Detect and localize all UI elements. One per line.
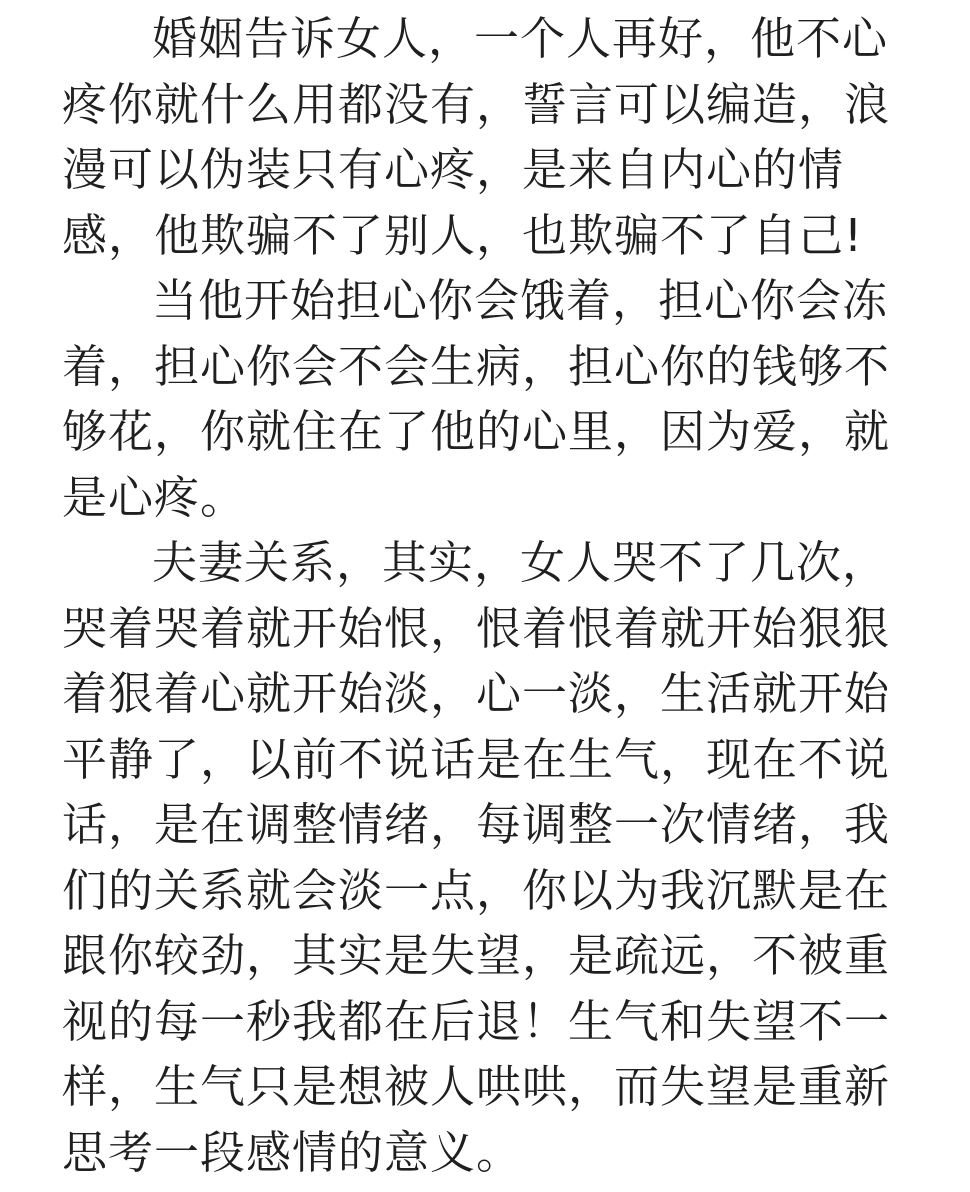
paragraph-3-line-6: 们的关系就会淡一点，你以为我沉默是在 xyxy=(62,863,891,917)
paragraph-3-line-10: 思考一段感情的意义。 xyxy=(62,1125,523,1179)
paragraph-1-line-2: 疼你就什么用都没有，誓言可以编造，浪 xyxy=(62,77,891,131)
paragraph-3-line-2: 哭着哭着就开始恨，恨着恨着就开始狠狠 xyxy=(62,601,891,655)
paragraph-3-line-1: 夫妻关系，其实，女人哭不了几次， xyxy=(152,536,889,589)
paragraph-3-line-9: 样，生气只是想被人哄哄，而失望是重新 xyxy=(62,1060,891,1113)
paragraph-1-line-4: 感，他欺骗不了别人，也欺骗不了自己! xyxy=(62,208,864,262)
paragraph-2-line-2: 着，担心你会不会生病，担心你的钱够不 xyxy=(62,339,891,393)
paragraph-2-line-4: 是心疼。 xyxy=(62,470,247,524)
essay-text xyxy=(62,6,912,1185)
paragraph-3-line-3: 着狠着心就开始淡，心一淡，生活就开始 xyxy=(62,667,891,720)
paragraph-1-line-1: 婚姻告诉女人，一个人再好，他不心 xyxy=(152,12,889,65)
paragraph-3-line-7: 跟你较劲，其实是失望，是疏远，不被重 xyxy=(62,929,891,982)
paragraph-2-line-3: 够花，你就住在了他的心里，因为爱，就 xyxy=(62,405,891,458)
paragraph-3-line-4: 平静了，以前不说话是在生气，现在不说 xyxy=(62,732,891,786)
paragraph-2-line-1: 当他开始担心你会饿着，担心你会冻 xyxy=(152,274,889,327)
paragraph-3-line-8: 视的每一秒我都在后退！生气和失望不一 xyxy=(62,994,891,1048)
paragraph-1-line-3: 漫可以伪装只有心疼，是来自内心的情 xyxy=(62,143,845,196)
paragraph-3-line-5: 话，是在调整情绪，每调整一次情绪，我 xyxy=(62,798,891,851)
